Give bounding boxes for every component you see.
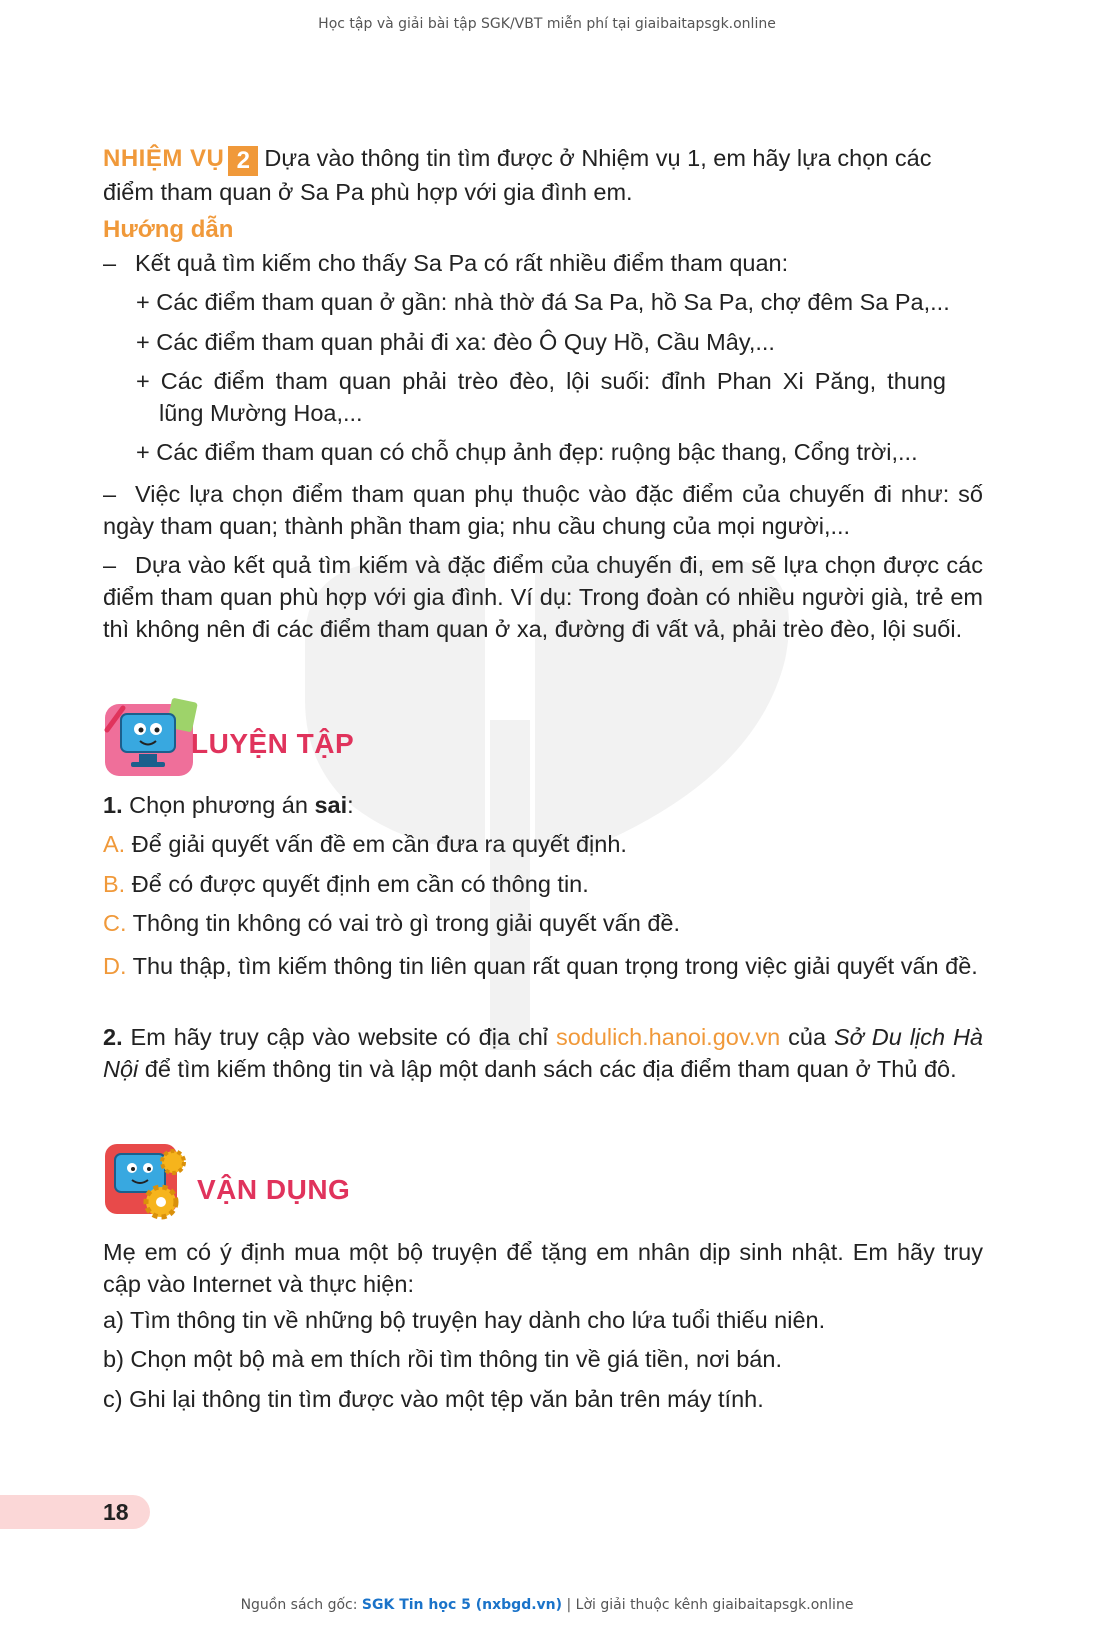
page-number-tab (0, 1495, 150, 1529)
page-number: 18 (103, 1499, 129, 1525)
option-d: D. Thu thập, tìm kiếm thông tin liên quan rất quan trọng trong việc giải quyết vấn đề. (103, 953, 978, 979)
practice-banner (103, 696, 363, 778)
question-2: 2. Em hãy truy cập vào website có địa chỉ sodulich.hanoi.gov.vn của Sở Du lịch Hà Nội để tìm kiếm thông tin và lập một danh sách các địa điểm tham quan ở Thủ đô. (103, 1024, 984, 1082)
apply-computer-gears-icon (103, 1140, 188, 1222)
guide-item-continued: lũng Mường Hoa,... (159, 400, 363, 426)
source-link[interactable]: SGK Tin học 5 (nxbgd.vn) (361, 1597, 563, 1613)
task-label: NHIỆM VỤ (103, 145, 225, 172)
question-1: 1. Chọn phương án sai: (103, 792, 354, 818)
guide-title: Hướng dẫn (103, 216, 234, 243)
guide-item: + Các điểm tham quan phải trèo đèo, lội suối: đỉnh Phan Xi Păng, thung (136, 368, 946, 394)
guide-item: + Các điểm tham quan ở gần: nhà thờ đá Sa Pa, hồ Sa Pa, chợ đêm Sa Pa,... (136, 289, 950, 315)
guide-item: + Các điểm tham quan phải đi xa: đèo Ô Quy Hồ, Cầu Mây,... (136, 329, 775, 355)
apply-item-b: b) Chọn một bộ mà em thích rồi tìm thông tin về giá tiền, nơi bán. (103, 1346, 782, 1372)
apply-intro: Mẹ em có ý định mua một bộ truyện để tặng em nhân dịp sinh nhật. Em hãy truy cập vào Internet và thực hiện: (103, 1239, 983, 1297)
apply-title: VẬN DỤNG (197, 1174, 351, 1205)
apply-item-a: a) Tìm thông tin về những bộ truyện hay dành cho lứa tuổi thiếu niên. (103, 1307, 826, 1333)
bottom-watermark: Nguồn sách gốc: SGK Tin học 5 (nxbgd.vn) | Lời giải thuộc kênh giaibaitapsgk.online (240, 1597, 854, 1613)
option-a: A. Để giải quyết vấn đề em cần đưa ra quyết định. (103, 831, 627, 857)
practice-title: LUYỆN TẬP (191, 728, 355, 759)
guide-intro: – Kết quả tìm kiếm cho thấy Sa Pa có rất nhiều điểm tham quan: (103, 250, 789, 276)
task-text-line1: Dựa vào thông tin tìm được ở Nhiệm vụ 1, em hãy lựa chọn các (264, 145, 932, 171)
option-c: C. Thông tin không có vai trò gì trong giải quyết vấn đề. (103, 910, 680, 936)
apply-banner (103, 1140, 363, 1222)
task-heading (103, 142, 983, 208)
top-watermark: Học tập và giải bài tập SGK/VBT miễn phí tại giaibaitapsgk.online (318, 16, 776, 32)
task-number-badge: 2 (228, 146, 258, 176)
task-text-line2: điểm tham quan ở Sa Pa phù hợp với gia đình em. (103, 179, 633, 205)
guide-item: + Các điểm tham quan có chỗ chụp ảnh đẹp: ruộng bậc thang, Cổng trời,... (136, 439, 918, 465)
option-b: B. Để có được quyết định em cần có thông tin. (103, 871, 589, 897)
apply-item-c: c) Ghi lại thông tin tìm được vào một tệp văn bản trên máy tính. (103, 1386, 764, 1412)
practice-computer-icon (103, 696, 198, 778)
guide-paragraph: – Dựa vào kết quả tìm kiếm và đặc điểm của chuyến đi, em sẽ lựa chọn được các điểm tham quan phù hợp với gia đình. Ví dụ: Trong đoàn có nhiều người già, trẻ em thì không nên đi các điểm tham quan ở xa, đường đi vất vả, phải trèo đèo, lội suối. (103, 552, 983, 642)
website-link[interactable]: sodulich.hanoi.gov.vn (555, 1024, 781, 1050)
guide-paragraph: – Việc lựa chọn điểm tham quan phụ thuộc vào đặc điểm của chuyến đi như: số ngày tham quan; thành phần tham gia; nhu cầu chung của mọi người,... (103, 481, 983, 539)
